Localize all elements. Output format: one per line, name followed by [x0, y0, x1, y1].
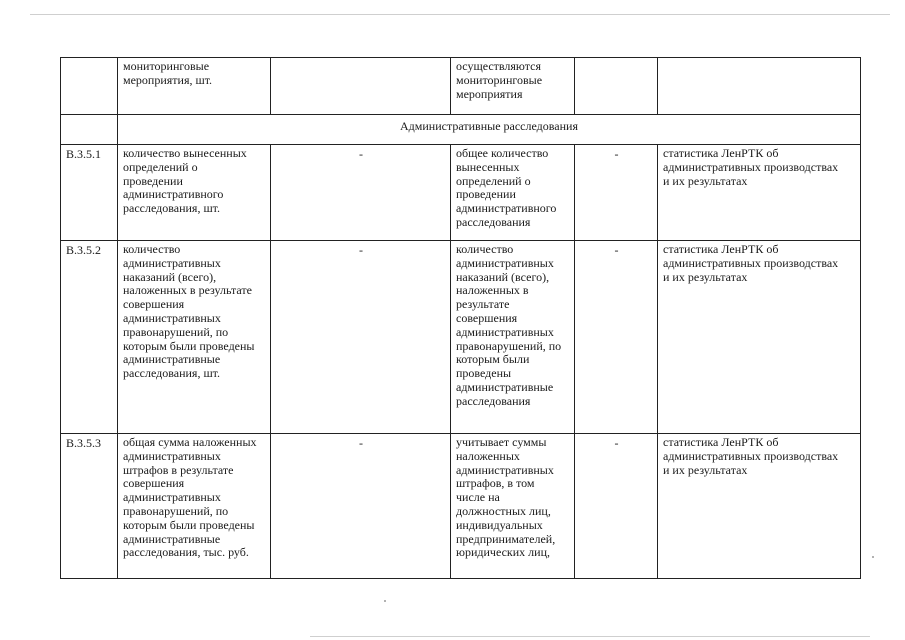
table-row [61, 434, 861, 579]
table-row [61, 145, 861, 241]
cell-source: статистика ЛенРТК об административных производствах и их результатах [658, 145, 861, 241]
cell-method: учитывает суммы наложенных административных штрафов, в том числе на должностных лиц, индивидуальных предпринимателей, юридических лиц, [451, 434, 575, 579]
cell-frequency: - [575, 241, 658, 434]
indicators-table [60, 57, 861, 579]
cell-frequency [575, 58, 658, 115]
cell-method: количество административных наказаний (всего), наложенных в результате совершения административных правонарушений, по которым были проведены административные расследования [451, 241, 575, 434]
section-empty-cell [61, 115, 118, 145]
cell-method: осуществляются мониторинговые мероприятия [451, 58, 575, 115]
cell-indicator: мониторинговые мероприятия, шт. [118, 58, 271, 115]
cell-source: статистика ЛенРТК об административных производствах и их результатах [658, 434, 861, 579]
cell-value [271, 58, 451, 115]
section-header-row [61, 115, 861, 145]
cell-value: - [271, 145, 451, 241]
cell-indicator: общая сумма наложенных административных штрафов в результате совершения административных правонарушений, по которым были проведены административные расследования, тыс. руб. [118, 434, 271, 579]
cell-source [658, 58, 861, 115]
cell-code: В.3.5.3 [61, 434, 118, 579]
cell-source: статистика ЛенРТК об административных производствах и их результатах [658, 241, 861, 434]
cell-indicator: количество вынесенных определений о проведении административного расследования, шт. [118, 145, 271, 241]
scan-speck [384, 600, 386, 602]
cell-indicator: количество административных наказаний (всего), наложенных в результате совершения административных правонарушений, по которым были проведены административные расследования, шт. [118, 241, 271, 434]
cell-frequency: - [575, 145, 658, 241]
cell-value: - [271, 434, 451, 579]
cell-method: общее количество вынесенных определений о проведении административного расследования [451, 145, 575, 241]
scan-artifact-top [30, 14, 890, 15]
cell-value: - [271, 241, 451, 434]
table-row-continuation [61, 58, 861, 115]
table-row [61, 241, 861, 434]
section-title: Административные расследования [118, 115, 861, 145]
cell-frequency: - [575, 434, 658, 579]
scan-speck [872, 556, 874, 558]
cell-code [61, 58, 118, 115]
cell-code: В.3.5.2 [61, 241, 118, 434]
cell-code: В.3.5.1 [61, 145, 118, 241]
scan-artifact-bottom [310, 636, 870, 637]
